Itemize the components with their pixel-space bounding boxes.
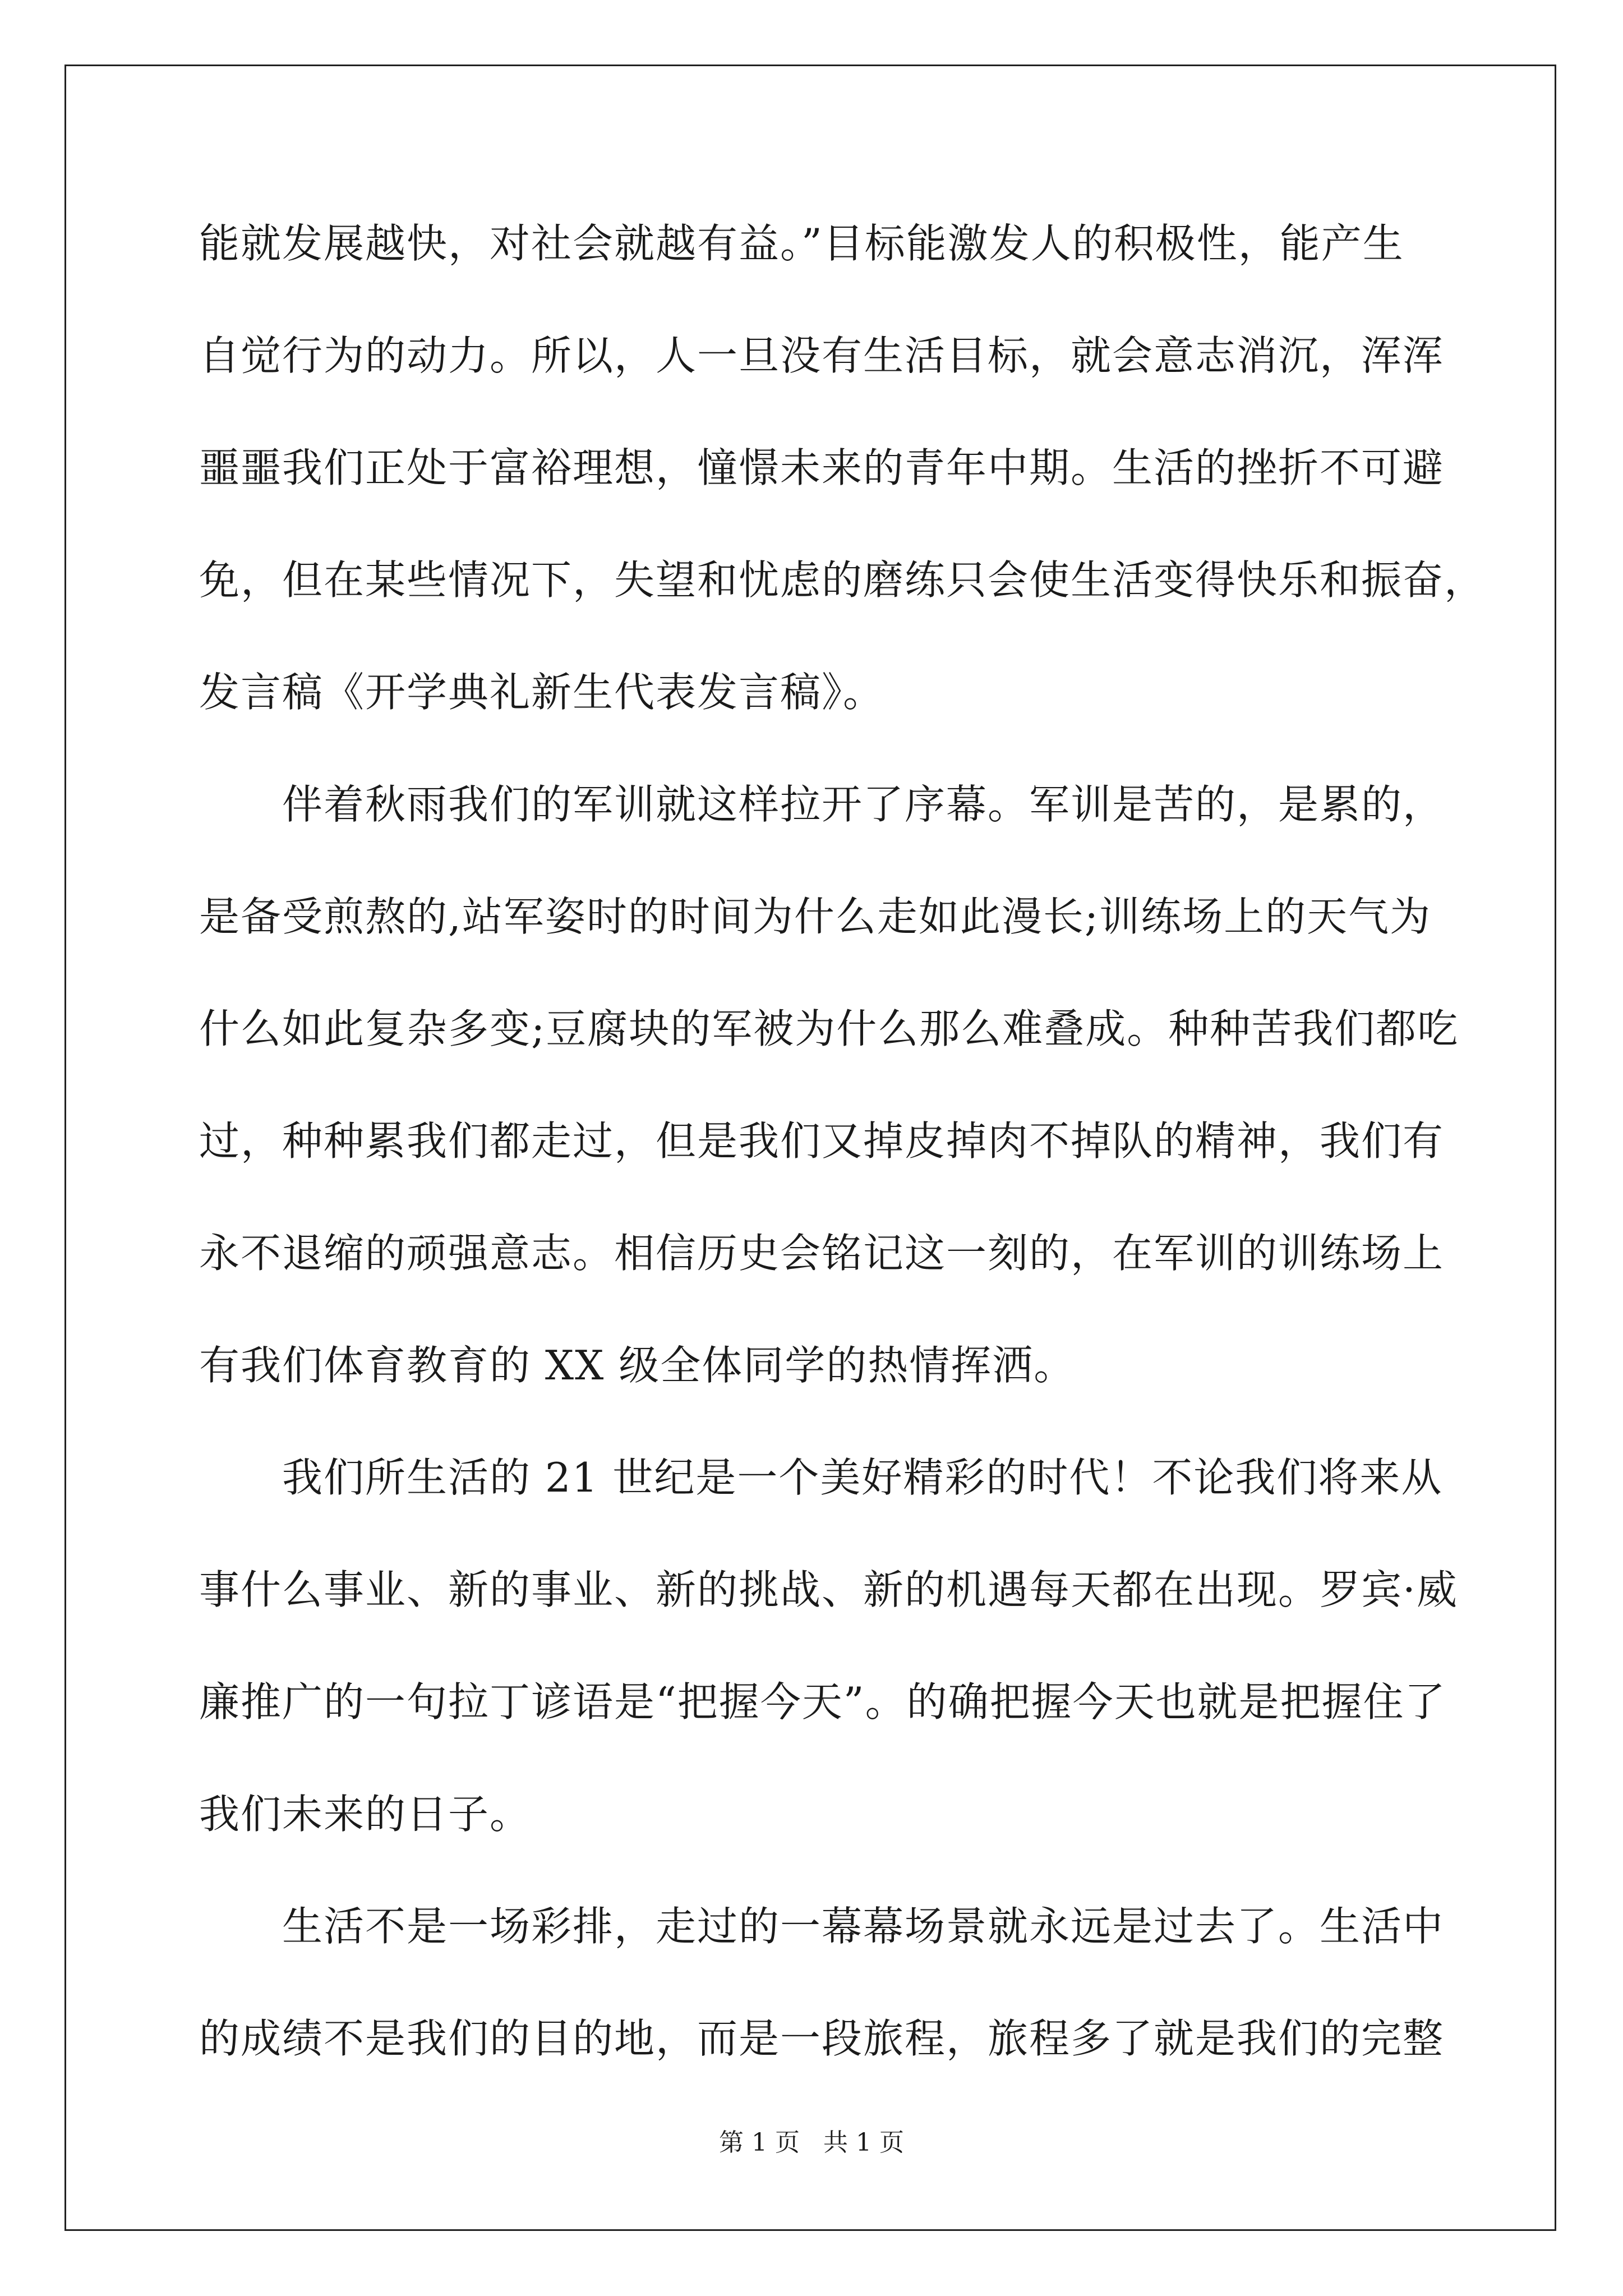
text-line: 我们所生活的 21 世纪是一个美好精彩的时代！不论我们将来从 [199,1454,1443,1501]
text-line: 能就发展越快，对社会就越有益。”目标能激发人的积极性，能产生 [199,220,1404,267]
text-line: 发言稿《开学典礼新生代表发言稿》。 [199,669,885,716]
text-line: 噩噩我们正处于富裕理想，憧憬未来的青年中期。生活的挫折不可避 [199,444,1445,491]
text-line: 伴着秋雨我们的军训就这样拉开了序幕。军训是苦的，是累的， [199,781,1445,828]
text-line: 自觉行为的动力。所以，人一旦没有生活目标，就会意志消沉，浑浑 [199,332,1445,379]
text-line: 生活不是一场彩排，走过的一幕幕场景就永远是过去了。生活中 [199,1903,1445,1950]
text-line: 事什么事业、新的事业、新的挑战、新的机遇每天都在出现。罗宾·威 [199,1566,1458,1613]
text-line: 过，种种累我们都走过，但是我们又掉皮掉肉不掉队的精神，我们有 [199,1117,1445,1165]
text-line: 什么如此复杂多变;豆腐块的军被为什么那么难叠成。种种苦我们都吃 [199,1005,1459,1052]
text-line: 是备受煎熬的,站军姿时的时间为什么走如此漫长;训练场上的天气为 [199,893,1432,940]
text-line: 免，但在某些情况下，失望和忧虑的磨练只会使生活变得快乐和振奋， [199,556,1486,604]
document-body [199,215,1486,2123]
text-line: 的成绩不是我们的目的地，而是一段旅程，旅程多了就是我们的完整 [199,2015,1445,2062]
text-line: 有我们体育教育的 XX 级全体同学的热情挥洒。 [199,1342,1076,1389]
page-number-footer: 第 1 页 共 1 页 [719,2128,904,2157]
text-line: 永不退缩的顽强意志。相信历史会铭记这一刻的，在军训的训练场上 [199,1230,1445,1277]
text-line: 我们未来的日子。 [199,1791,532,1838]
text-line: 廉推广的一句拉丁谚语是“把握今天”。的确把握今天也就是把握住了 [199,1678,1446,1726]
